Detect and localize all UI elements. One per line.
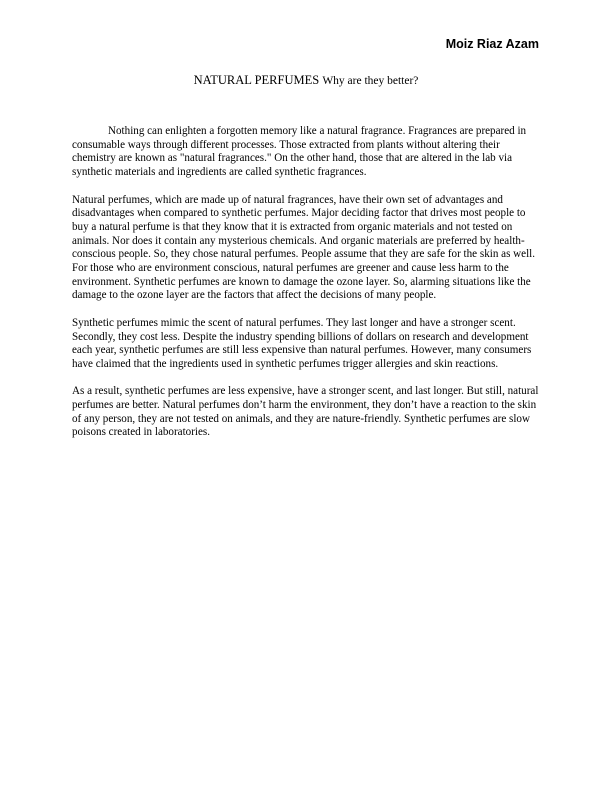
paragraph-synthetic-perfumes: Synthetic perfumes mimic the scent of natural perfumes. They last longer and have a stronger scent. Secondly, they cost less. Despite the industry spending billions of dollars on research and development each year, synthetic perfumes are still less expensive than natural perfumes. However, many consumers have claimed that the ingredients used in synthetic perfumes trigger allergies and skin reactions.: [72, 316, 532, 370]
document-body: [72, 125, 540, 454]
document-title: [0, 73, 612, 88]
title-main: NATURAL PERFUMES: [193, 73, 320, 87]
paragraph-conclusion: As a result, synthetic perfumes are less expensive, have a stronger scent, and last longer. But still, natural perfumes are better. Natural perfumes don’t harm the environment, they don’t have a reaction to the skin of any person, they are not tested on animals, and they are nature-friendly. Synthetic perfumes are slow poisons created in laboratories.: [72, 385, 539, 439]
title-subtitle: Why are they better?: [322, 75, 419, 87]
paragraph-natural-perfumes: Natural perfumes, which are made up of natural fragrances, have their own set of advantages and disadvantages when compared to synthetic perfumes. Major deciding factor that drives most people to buy a natural perfume is that they know that it is extracted from organic materials and not tested on animals. Nor does it contain any mysterious chemicals. And organic materials are preferred by health-conscious people. So, they chose natural perfumes. People assume that they are safe for the skin as well. For those who are environment conscious, natural perfumes are greener and cause less harm to the environment. Synthetic perfumes are known to damage the ozone layer. So, alarming situations like the damage to the ozone layer are the factors that affect the decisions of many people.: [72, 193, 536, 302]
author-name: Moiz Riaz Azam: [445, 37, 539, 51]
paragraph-intro: Nothing can enlighten a forgotten memory like a natural fragrance. Fragrances are prepared in consumable ways through different processes. Those extracted from plants without altering their chemistry are known as "natural fragrances." On the other hand, those that are altered in the lab via synthetic materials and ingredients are called synthetic fragrances.: [72, 125, 527, 179]
